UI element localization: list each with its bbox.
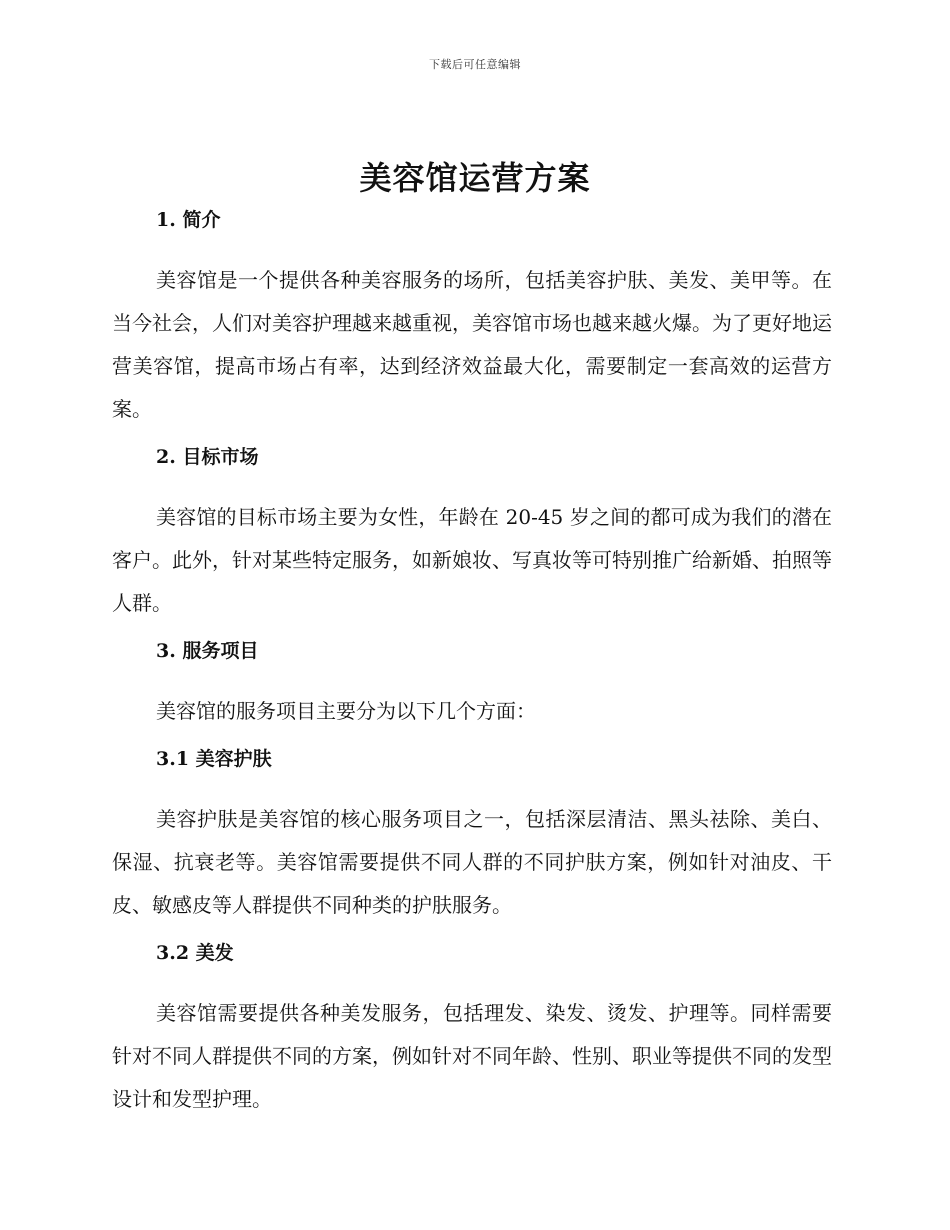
- header-note: 下载后可任意编辑: [429, 58, 521, 71]
- section-heading-skincare: 3.1 美容护肤: [156, 748, 272, 770]
- section-heading-hairdressing: 3.2 美发: [156, 942, 234, 964]
- section-body-skincare: 美容护肤是美容馆的核心服务项目之一，包括深层清洁、黑头祛除、美白、保湿、抗衰老等。美容馆需要提供不同人群的不同护肤方案，例如针对油皮、干皮、敏感皮等人群提供不同种类的护肤服务。: [112, 807, 832, 917]
- section-body-intro: 美容馆是一个提供各种美容服务的场所，包括美容护肤、美发、美甲等。在当今社会，人们对美容护理越来越重视，美容馆市场也越来越火爆。为了更好地运营美容馆，提高市场占有率，达到经济效益最大化，需要制定一套高效的运营方案。: [112, 268, 832, 421]
- section-body-target-market: 美容馆的目标市场主要为女性，年龄在 20-45 岁之间的都可成为我们的潜在客户。此外，针对某些特定服务，如新娘妆、写真妆等可特别推广给新婚、拍照等人群。: [112, 505, 832, 615]
- section-heading-intro: 1. 简介: [156, 209, 221, 231]
- document-body: [112, 204, 832, 1121]
- document-title: 美容馆运营方案: [359, 159, 591, 197]
- section-body-services: 美容馆的服务项目主要分为以下几个方面：: [156, 699, 536, 723]
- section-heading-services: 3. 服务项目: [156, 640, 259, 662]
- section-body-hairdressing: 美容馆需要提供各种美发服务，包括理发、染发、烫发、护理等。同样需要针对不同人群提供不同的方案，例如针对不同年龄、性别、职业等提供不同的发型设计和发型护理。: [112, 1001, 832, 1111]
- section-heading-target-market: 2. 目标市场: [156, 446, 259, 468]
